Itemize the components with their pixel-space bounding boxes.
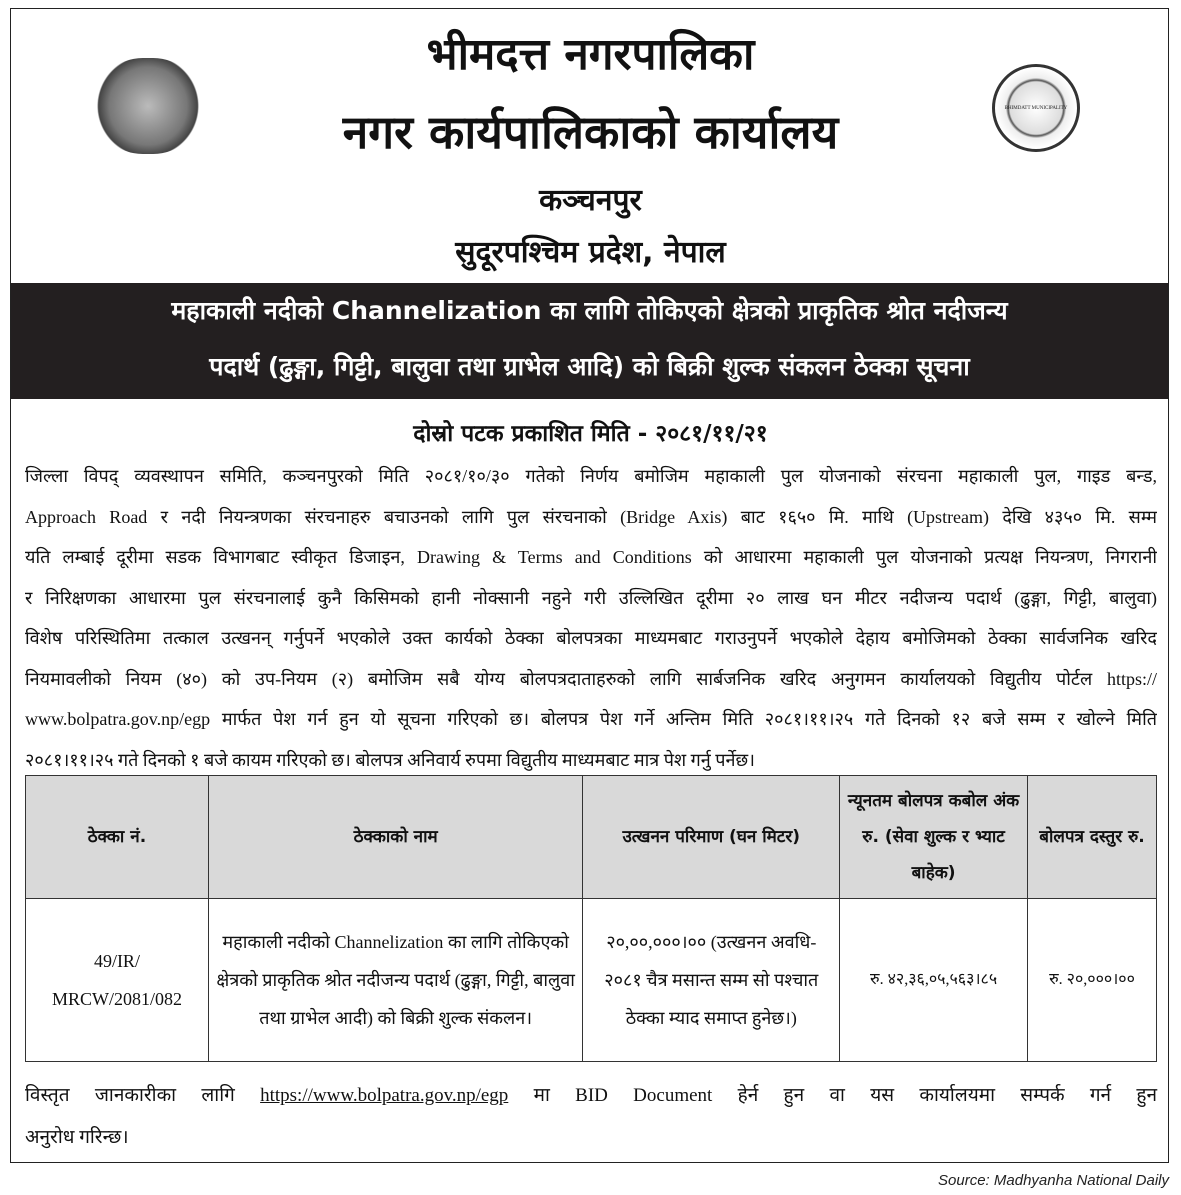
notice-body	[25, 456, 1157, 780]
contract-table	[25, 775, 1157, 1062]
body-line: नियमावलीको नियम (४०) को उप-नियम (२) बमोजिम सबै योग्य बोलपत्रदाताहरुको लागि सार्बजनिक खरिद अनुगमन कार्यालयको विद्युतीय पोर्टल https://	[25, 668, 1157, 689]
district-name: कञ्चनपुर	[539, 183, 642, 218]
publish-date: दोस्रो पटक प्रकाशित मिति - २०८१/११/२१	[413, 421, 768, 447]
municipality-logo-text: BHIMDATT MUNICIPALITY	[1004, 105, 1068, 111]
header-contract-name: ठेक्काको नाम	[208, 776, 583, 899]
cell-bid-fee: रु. २०,०००।००	[1028, 899, 1157, 1062]
cell-contract-name: महाकाली नदीको Channelization का लागि तोकिएको क्षेत्रको प्राकृतिक श्रोत नदीजन्य पदार्थ (ढुङ्गा, गिट्टी, बालुवा तथा ग्राभेल आदी) को बिक्री शुल्क संकलन।	[208, 899, 583, 1062]
footer-text-after: मा BID Document हेर्न हुन वा यस कार्यालयमा सम्पर्क गर्न हुन	[533, 1085, 1158, 1106]
source-credit: Source: Madhyanha National Daily	[938, 1172, 1169, 1189]
province-name: सुदूरपश्चिम प्रदेश, नेपाल	[455, 235, 726, 270]
body-line: यति लम्बाई दूरीमा सडक विभागबाट स्वीकृत डिजाइन, Drawing & Terms and Conditions को आधारमा महाकाली पुल योजनाको प्रत्यक्ष नियन्त्रण, निगरानी	[25, 547, 1157, 567]
cell-contract-no: 49/IR/ MRCW/2081/082	[26, 899, 209, 1062]
header-minimum-bid: न्यूनतम बोलपत्र कबोल अंक रु. (सेवा शुल्क र भ्याट बाहेक)	[840, 776, 1028, 899]
footer-line-2: अनुरोध गरिन्छ।	[25, 1127, 129, 1148]
municipality-name: भीमदत्त नगरपालिका	[426, 29, 755, 80]
cell-excavation-quantity: २०,००,०००।०० (उत्खनन अवधि- २०८१ चैत्र मसान्त सम्म सो पश्चात ठेक्का म्याद समाप्त हुनेछ।)	[583, 899, 840, 1062]
table-row	[26, 899, 1157, 1062]
body-line: र निरिक्षणका आधारमा पुल संरचनालाई कुनै किसिमको हानी नोक्सानी नहुने गरी उल्लिखित दूरीमा २० लाख घन मीटर नदीजन्य पदार्थ (ढुङ्गा, गिट्टी, बालुवा)	[25, 587, 1157, 608]
header-bid-fee: बोलपत्र दस्तुर रु.	[1028, 776, 1157, 899]
footer-note	[25, 1075, 1157, 1159]
header-contract-no: ठेक्का नं.	[26, 776, 209, 899]
cell-minimum-bid: रु. ४२,३६,०५,५६३।८५	[840, 899, 1028, 1062]
body-line: Approach Road र नदी नियन्त्रणका संरचनाहरु बचाउनको लागि पुल संरचनाको (Bridge Axis) बाट १६५० मि. माथि (Upstream) देखि ४३५० मि. सम्म	[25, 506, 1157, 527]
table-header-row	[26, 776, 1157, 899]
banner-line-2: पदार्थ (ढुङ्गा, गिट्टी, बालुवा तथा ग्राभेल आदि) को बिक्री शुल्क संकलन ठेक्का सूचना	[209, 352, 970, 381]
footer-text-before: विस्तृत जानकारीका लागि	[25, 1085, 235, 1106]
bolpatra-link[interactable]: https://www.bolpatra.gov.np/egp	[260, 1085, 509, 1106]
notice-title-banner	[11, 283, 1168, 399]
body-line: जिल्ला विपद् व्यवस्थापन समिति, कञ्चनपुरको मिति २०८१/१०/३० गतेको निर्णय बमोजिम महाकाली पुल योजनाको संरचना महाकाली पुल, गाइड बन्ड,	[25, 466, 1157, 486]
banner-line-1: महाकाली नदीको Channelization का लागि तोकिएको क्षेत्रको प्राकृतिक श्रोत नदीजन्य	[171, 296, 1008, 325]
body-line: २०८१।११।२५ गते दिनको १ बजे कायम गरिएको छ। बोलपत्र अनिवार्य रुपमा विद्युतीय माध्यमबाट मात्र पेश गर्नु पर्नेछ।	[25, 749, 755, 770]
header-excavation-quantity: उत्खनन परिमाण (घन मिटर)	[583, 776, 840, 899]
body-line: www.bolpatra.gov.np/egp मार्फत पेश गर्न हुन यो सूचना गरिएको छ। बोलपत्र पेश गर्ने अन्तिम मिति २०८१।११।२५ गते दिनको १२ बजे सम्म र खोल्ने मिति	[25, 709, 1157, 729]
body-line: विशेष परिस्थितिमा तत्काल उत्खनन् गर्नुपर्ने भएकोले उक्त कार्यको ठेक्का बोलपत्रका माध्यमबाट गराउनुपर्ने भएकोले देहाय बमोजिमको ठेक्का सार्वजनिक खरिद	[25, 628, 1157, 648]
office-name: नगर कार्यपालिकाको कार्यालय	[342, 105, 839, 159]
